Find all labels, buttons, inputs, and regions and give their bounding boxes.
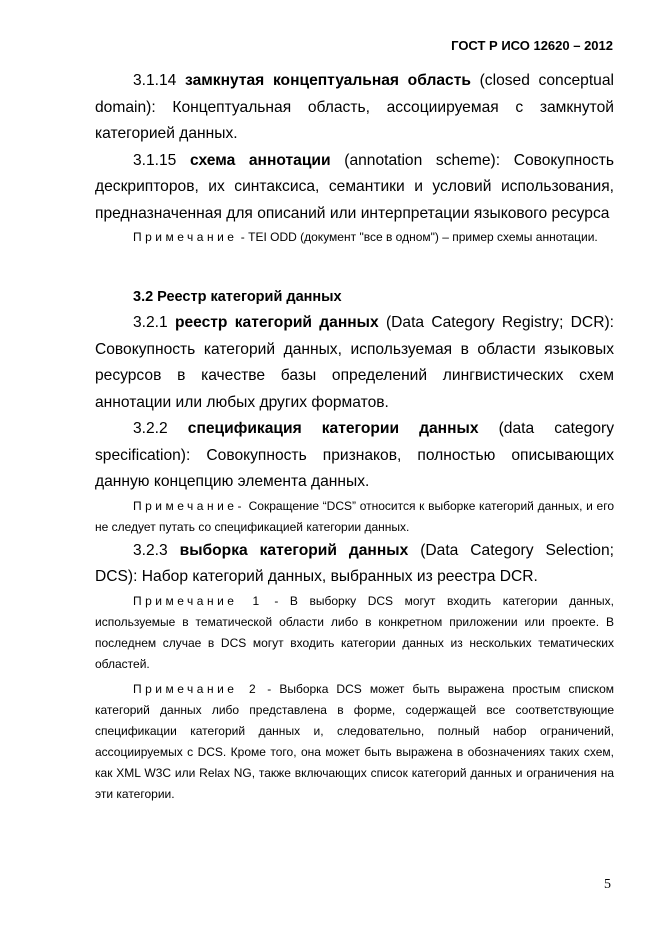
note-dcs bbox=[95, 496, 614, 538]
term-name: выборка категорий данных bbox=[179, 541, 409, 559]
note-text: - TEI ODD (документ "все в одном") – пример схемы аннотации. bbox=[237, 230, 598, 244]
note-text: - В выборку DCS могут входить категории данных, используемые в тематической области либо в конкретном приложении или проекте. В последнем случае в DCS могут входить категории данных из нескольких тематических областей. bbox=[95, 593, 615, 671]
term-entry-3-1-14 bbox=[95, 68, 614, 148]
term-entry-3-2-2 bbox=[95, 416, 614, 496]
note-2 bbox=[95, 679, 614, 805]
page-number: 5 bbox=[604, 877, 611, 892]
term-number: 3.1.15 bbox=[133, 151, 177, 169]
term-definition: (Data Category Selection; DCS): Набор категорий данных, выбранных из реестра DCR. bbox=[95, 541, 614, 585]
term-definition: (Data Category Registry; DCR): Совокупность категорий данных, используемая в области языковых ресурсов в качестве базы определений лингвистических схем аннотации или любых других форматов. bbox=[95, 314, 614, 411]
section-title: 3.2 Реестр категорий данных bbox=[133, 289, 342, 305]
note-1 bbox=[95, 591, 614, 675]
term-number: 3.2.1 bbox=[133, 314, 168, 331]
note-label: Примечание- bbox=[133, 498, 245, 513]
note-label: Примечание 2 bbox=[133, 681, 260, 696]
term-entry-3-2-1 bbox=[95, 310, 614, 416]
term-definition: (closed conceptual domain): Концептуальная область, ассоциируемая с замкнутой категорией данных. bbox=[95, 72, 614, 142]
term-definition: (annotation scheme): Совокупность дескрипторов, их синтаксиса, семантики и условий использования, предназначенная для описаний или интерпретации языкового ресурса bbox=[95, 151, 614, 222]
note-label: Примечание 1 bbox=[133, 593, 263, 608]
term-name: схема аннотации bbox=[190, 151, 331, 169]
term-name: реестр категорий данных bbox=[174, 314, 379, 331]
standard-header: ГОСТ Р ИСО 12620 – 2012 bbox=[451, 38, 613, 53]
term-name: замкнутая концептуальная область bbox=[185, 72, 471, 89]
document-body bbox=[95, 68, 614, 805]
term-number: 3.2.3 bbox=[133, 541, 168, 559]
note-text: - Выборка DCS может быть выражена простым списком категорий данных либо представлена в форме, содержащей все соответствующие спецификации категорий данных и, следовательно, полный набор ограничений, ассоциируемых с DCS. Кроме того, она может быть выражена в обозначениях таких схем, как XML W3C или Relax NG, также включающих список категорий данных и ограничения на эти категории. bbox=[95, 681, 615, 801]
note-label: Примечание bbox=[133, 230, 238, 244]
note-text: Сокращение “DCS” относится к выборке категорий данных, и его не следует путать со спецификацией категории данных. bbox=[95, 498, 614, 534]
term-number: 3.1.14 bbox=[133, 72, 177, 89]
term-entry-3-2-3 bbox=[95, 538, 614, 591]
note-tei-odd bbox=[95, 227, 614, 248]
term-name: спецификация категории данных bbox=[187, 420, 479, 437]
term-number: 3.2.2 bbox=[133, 420, 168, 437]
term-entry-3-1-15 bbox=[95, 148, 614, 228]
term-definition: (data category specification): Совокупность признаков, полностью описывающих данную концепцию элемента данных. bbox=[95, 420, 615, 490]
